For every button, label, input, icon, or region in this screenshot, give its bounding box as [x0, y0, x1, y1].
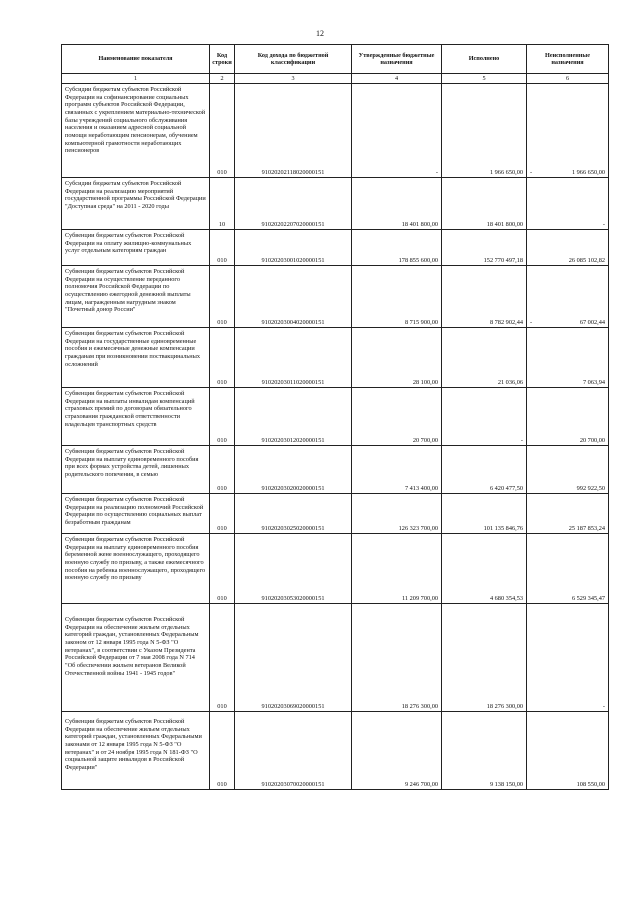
indicator-name: Субвенции бюджетам субъектов Российской Федерации на осуществление переданного полномочия Российской Федерации по осуществлению ежегодной денежной выплаты лицам, награжденным нагрудным знаком "Почетный донор России" [62, 266, 210, 328]
indicator-name: Субсидии бюджетам субъектов Российской Федерации на реализацию мероприятий государственной программы Российской Федерации "Доступная среда" на 2011 - 2020 годы [62, 178, 210, 230]
indicator-name: Субвенции бюджетам субъектов Российской Федерации на выплату единовременного пособия беременной жене военнослужащего, проходящего военную службу по призыву, а также ежемесячного пособия на ребенка военнослужащего, проходящего военную службу по призыву [62, 534, 210, 604]
indicator-name: Субвенции бюджетам субъектов Российской Федерации на реализацию полномочий Российской Федерации по осуществлению социальных выплат безработным гражданам [62, 494, 210, 534]
executed-amount: 152 770 497,18 [442, 230, 527, 266]
indicator-name: Субвенции бюджетам субъектов Российской Федерации на государственные единовременные пособия и ежемесячные денежные компенсации гражданам при возникновении поствакцинальных осложнений [62, 328, 210, 388]
income-code: 91020203020020000151 [235, 446, 352, 494]
column-numbers-row [62, 74, 609, 84]
approved-amount: - [352, 84, 442, 178]
page-number: 12 [316, 29, 324, 38]
minus-sign: - [530, 319, 533, 327]
approved-amount: 28 100,00 [352, 328, 442, 388]
executed-amount: 21 036,06 [442, 328, 527, 388]
budget-execution-table [61, 44, 609, 790]
unexecuted-cell [527, 266, 609, 328]
table-row [62, 604, 609, 712]
executed-amount: 6 420 477,50 [442, 446, 527, 494]
approved-amount: 11 209 700,00 [352, 534, 442, 604]
table-row [62, 494, 609, 534]
unexecuted-cell [527, 178, 609, 230]
row-code: 10 [210, 178, 235, 230]
unexecuted-cell [527, 446, 609, 494]
column-number: 1 [62, 74, 210, 84]
approved-amount: 20 700,00 [352, 388, 442, 446]
unexecuted-amount: 1 966 650,00 [571, 169, 605, 177]
income-code: 91020203012020000151 [235, 388, 352, 446]
row-code: 010 [210, 266, 235, 328]
indicator-name: Субвенции бюджетам субъектов Российской Федерации на обеспечение жильем отдельных категорий граждан, установленных Федеральными законами от 12 января 1995 года N 5-ФЗ "О ветеранах" и от 24 ноября 1995 года N 181-ФЗ "О социальной защите инвалидов в Российской Федерации" [62, 712, 210, 790]
header-name: Наименование показателя [62, 45, 210, 74]
income-code: 91020203025020000151 [235, 494, 352, 534]
row-code: 010 [210, 534, 235, 604]
executed-amount: 18 401 800,00 [442, 178, 527, 230]
table-row [62, 266, 609, 328]
unexecuted-amount: 67 002,44 [579, 319, 605, 327]
executed-amount: - [442, 388, 527, 446]
table-row [62, 446, 609, 494]
approved-amount: 126 323 700,00 [352, 494, 442, 534]
row-code: 010 [210, 230, 235, 266]
header-approved: Утвержденные бюджетные назначения [352, 45, 442, 74]
unexecuted-cell [527, 712, 609, 790]
table-row [62, 84, 609, 178]
row-code: 010 [210, 712, 235, 790]
table-row [62, 178, 609, 230]
table-row [62, 534, 609, 604]
row-code: 010 [210, 84, 235, 178]
unexecuted-amount: 7 063,94 [582, 379, 605, 387]
unexecuted-amount: 26 085 102,82 [568, 257, 605, 265]
unexecuted-cell [527, 230, 609, 266]
executed-amount: 101 135 846,76 [442, 494, 527, 534]
unexecuted-amount: 6 529 345,47 [571, 595, 605, 603]
table-row [62, 230, 609, 266]
header-kbk: Код дохода по бюджетной классификации [235, 45, 352, 74]
executed-amount: 18 276 300,00 [442, 604, 527, 712]
income-code: 91020203004020000151 [235, 266, 352, 328]
executed-amount: 9 138 150,00 [442, 712, 527, 790]
income-code: 91020202118020000151 [235, 84, 352, 178]
income-code: 91020202207020000151 [235, 178, 352, 230]
executed-amount: 1 966 650,00 [442, 84, 527, 178]
row-code: 010 [210, 604, 235, 712]
column-number: 5 [442, 74, 527, 84]
indicator-name: Субвенции бюджетам субъектов Российской Федерации на выплату единовременного пособия при всех формах устройства детей, лишенных родительского попечения, в семью [62, 446, 210, 494]
column-number: 3 [235, 74, 352, 84]
approved-amount: 18 401 800,00 [352, 178, 442, 230]
column-number: 2 [210, 74, 235, 84]
unexecuted-cell [527, 328, 609, 388]
approved-amount: 8 715 900,00 [352, 266, 442, 328]
unexecuted-amount: 992 922,50 [576, 485, 605, 493]
income-code: 91020203070020000151 [235, 712, 352, 790]
table-row [62, 388, 609, 446]
income-code: 91020203001020000151 [235, 230, 352, 266]
unexecuted-cell [527, 534, 609, 604]
header-executed: Исполнено [442, 45, 527, 74]
row-code: 010 [210, 446, 235, 494]
income-code: 91020203069020000151 [235, 604, 352, 712]
column-number: 6 [527, 74, 609, 84]
unexecuted-amount: - [602, 221, 605, 229]
unexecuted-cell [527, 84, 609, 178]
unexecuted-amount: 20 700,00 [579, 437, 605, 445]
indicator-name: Субвенции бюджетам субъектов Российской Федерации на оплату жилищно-коммунальных услуг отдельным категориям граждан [62, 230, 210, 266]
approved-amount: 178 855 600,00 [352, 230, 442, 266]
unexecuted-amount: - [602, 703, 605, 711]
executed-amount: 8 782 902,44 [442, 266, 527, 328]
unexecuted-cell [527, 604, 609, 712]
approved-amount: 9 246 700,00 [352, 712, 442, 790]
indicator-name: Субвенции бюджетам субъектов Российской Федерации на обеспечение жильем отдельных категорий граждан, установленных Федеральным законом от 12 января 1995 года N 5-ФЗ "О ветеранах", в соответствии с Указом Президента Российской Федерации от 7 мая 2008 года N 714 "Об обеспечении жильем ветеранов Великой Отечественной войны 1941 - 1945 годов" [62, 604, 210, 712]
row-code: 010 [210, 494, 235, 534]
unexecuted-cell [527, 388, 609, 446]
header-code: Код строки [210, 45, 235, 74]
column-number: 4 [352, 74, 442, 84]
table-row [62, 712, 609, 790]
row-code: 010 [210, 388, 235, 446]
unexecuted-amount: 25 187 853,24 [568, 525, 605, 533]
income-code: 91020203053020000151 [235, 534, 352, 604]
indicator-name: Субсидии бюджетам субъектов Российской Федерации на софинансирование социальных программ субъектов Российской Федерации, связанных с укреплением материально-технической базы учреждений социального обслуживания населения и оказанием адресной социальной помощи неработающим пенсионерам, обучением компьютерной грамотности неработающих пенсионеров [62, 84, 210, 178]
approved-amount: 18 276 300,00 [352, 604, 442, 712]
indicator-name: Субвенции бюджетам субъектов Российской Федерации на выплаты инвалидам компенсаций страховых премий по договорам обязательного страхования гражданской ответственности владельцев транспортных средств [62, 388, 210, 446]
minus-sign: - [530, 169, 533, 177]
table-header-row [62, 45, 609, 74]
executed-amount: 4 680 354,53 [442, 534, 527, 604]
approved-amount: 7 413 400,00 [352, 446, 442, 494]
unexecuted-cell [527, 494, 609, 534]
header-unexecuted: Неисполненные назначения [527, 45, 609, 74]
row-code: 010 [210, 328, 235, 388]
unexecuted-amount: 108 550,00 [576, 781, 605, 789]
income-code: 91020203011020000151 [235, 328, 352, 388]
table-row [62, 328, 609, 388]
